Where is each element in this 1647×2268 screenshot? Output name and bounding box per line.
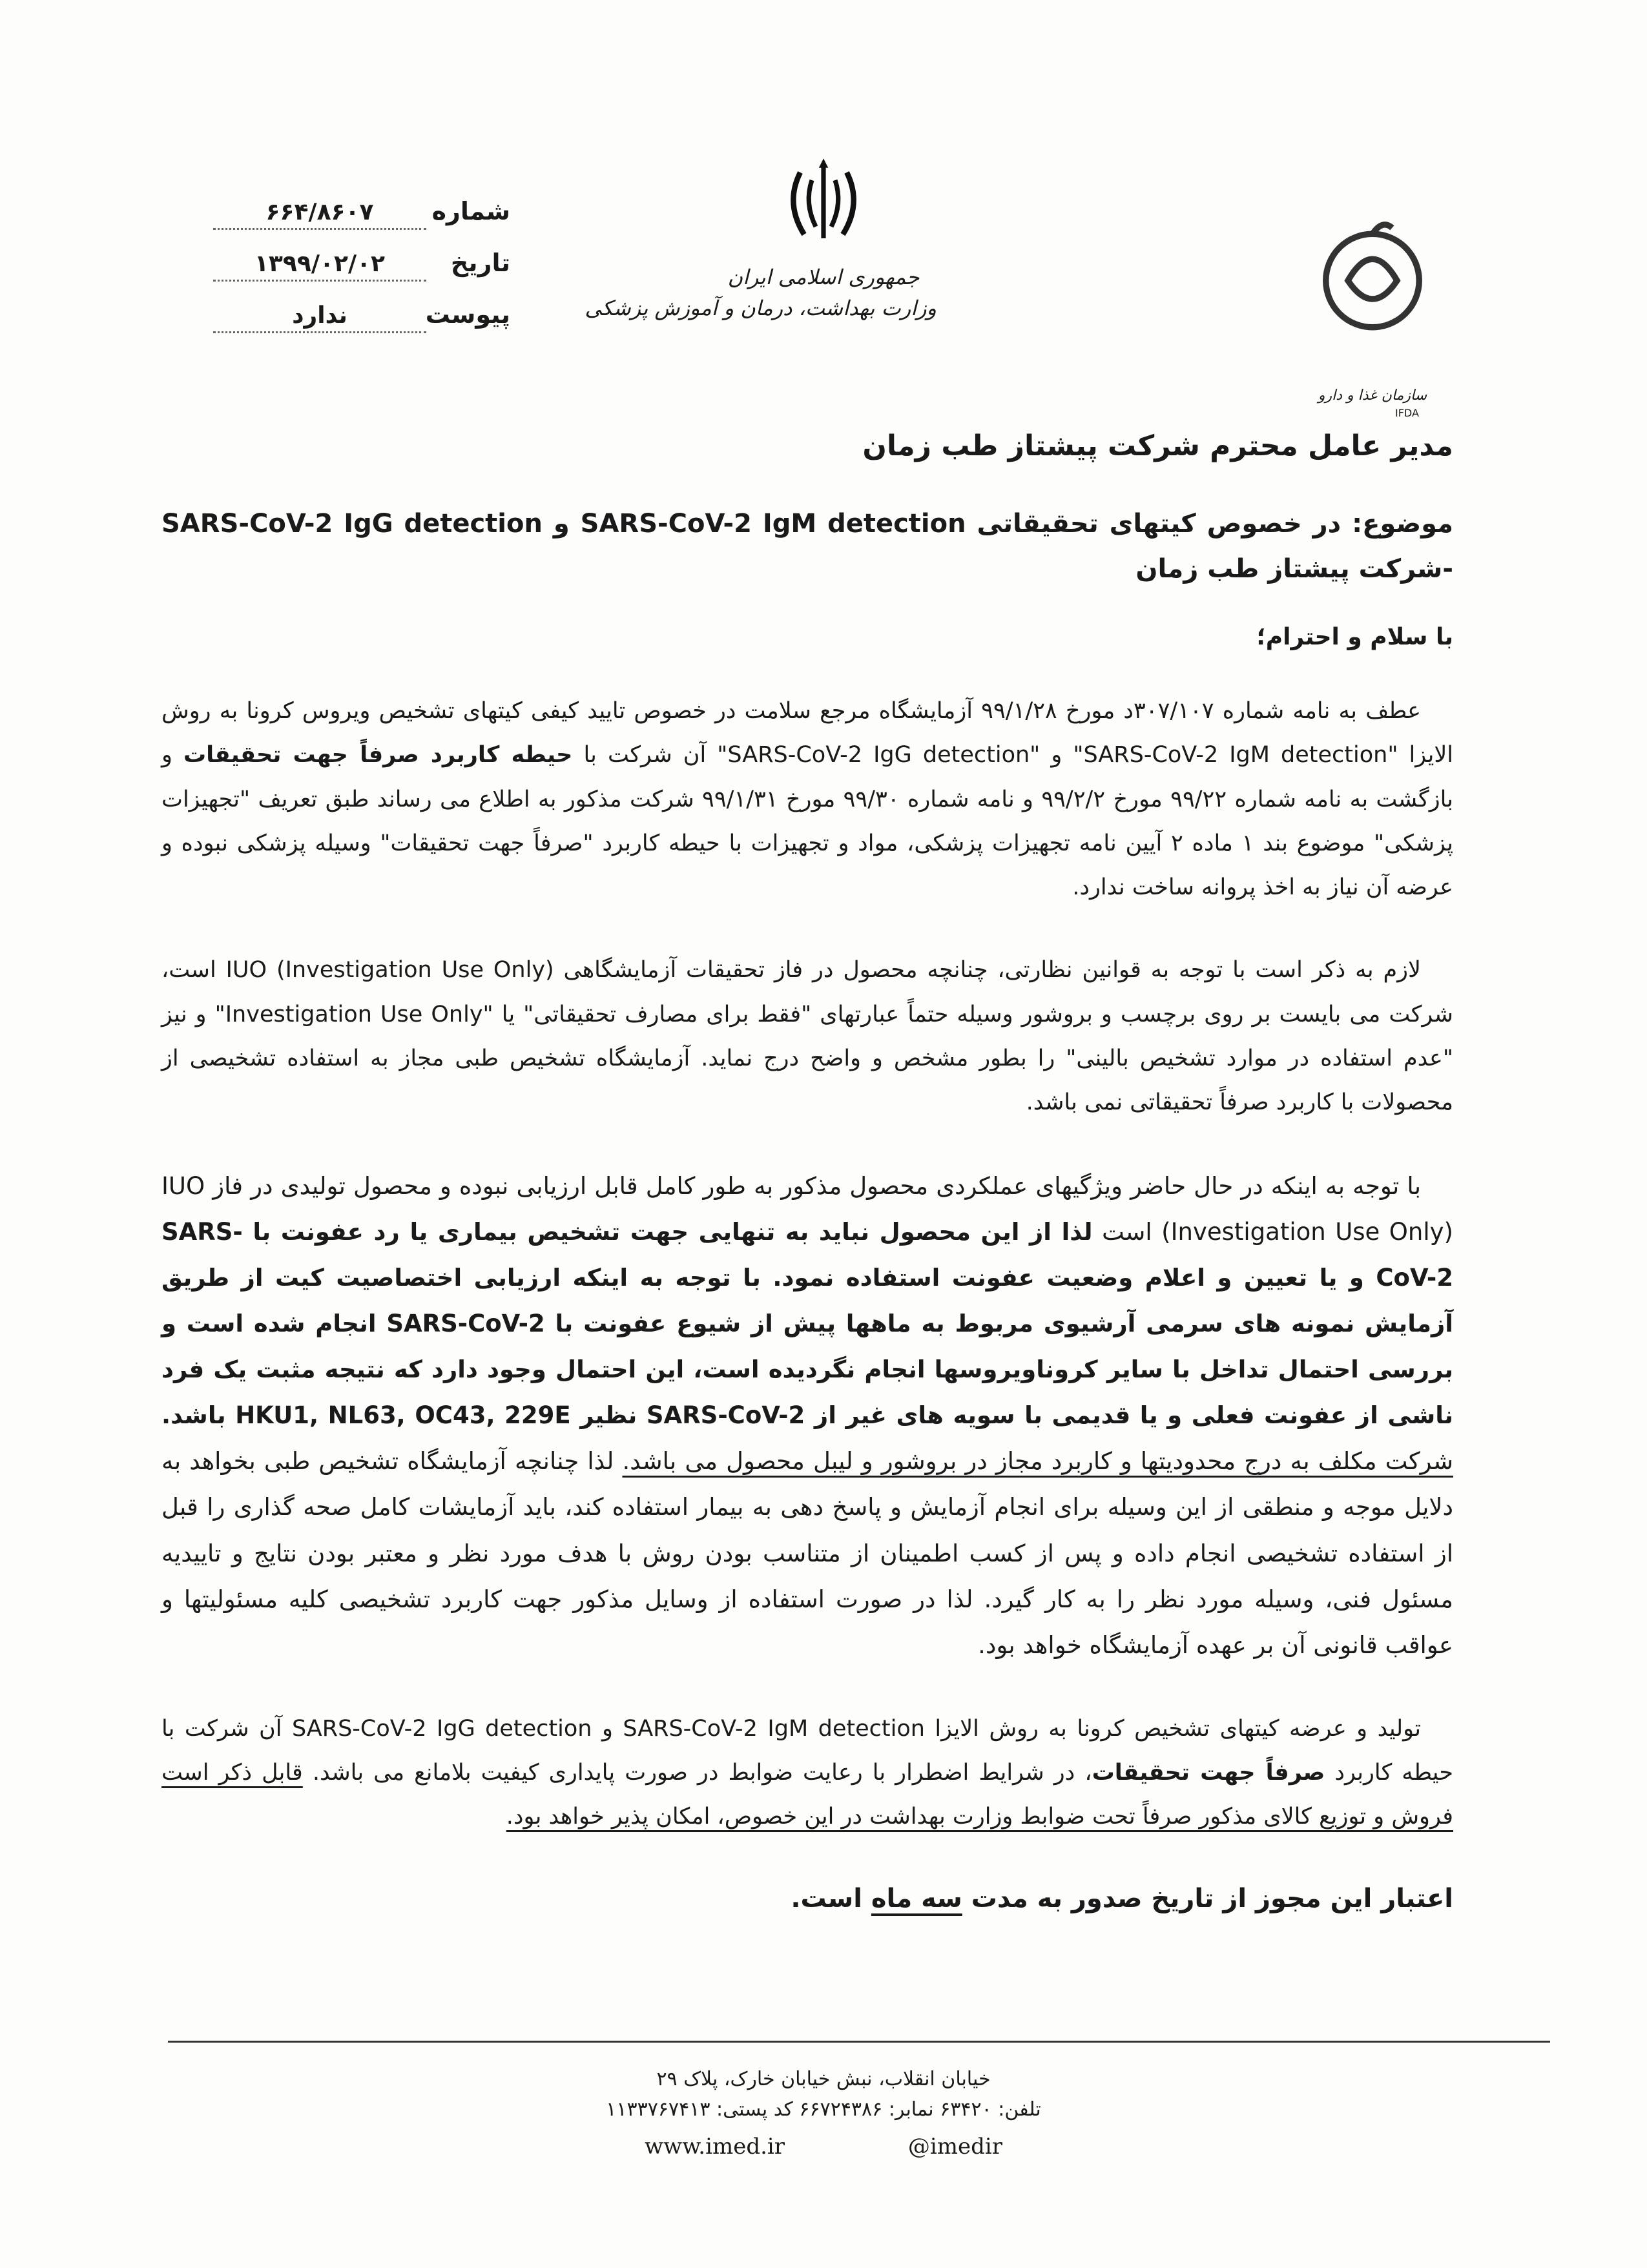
p1-text-bold: حیطه کاربرد صرفاً جهت تحقیقات bbox=[183, 742, 573, 768]
org-logo-name: سازمان غذا و دارو bbox=[1318, 387, 1427, 404]
date-label: تاریخ bbox=[450, 249, 510, 277]
letter-footer bbox=[0, 2060, 1647, 2160]
footer-divider bbox=[168, 2041, 1550, 2043]
paragraph-1 bbox=[161, 689, 1453, 909]
footer-social-handle[interactable]: @imedir bbox=[907, 2134, 1002, 2160]
footer-address: خیابان انقلاب، نبش خیابان خارک، پلاک ۲۹ bbox=[656, 2068, 991, 2090]
paragraph-2: لازم به ذکر است با توجه به قوانین نظارتی، چنانچه محصول در فاز تحقیقات آزمایشگاهی IUO (Investigation Use Only) است، شرکت می بایست بر روی برچسب و بروشور وسیله حتماً عبارتهای "فقط برای مصارف تحقیقاتی" یا "Investigation Use Only" و نیز "عدم استفاده در موارد تشخیص بالینی" را بطور مشخص و واضح درج نماید. آزمایشگاه تشخیص طبی مجاز به استفاده تشخیصی از محصولات با کاربرد صرفاً تحقیقاتی نمی باشد. bbox=[161, 957, 1453, 1115]
greeting: با سلام و احترام؛ bbox=[1256, 624, 1453, 650]
letterhead bbox=[0, 129, 1647, 419]
p1-text-c: و بازگشت به نامه شماره ۹۹/۲۲ مورخ ۹۹/۲/۲ و نامه شماره ۹۹/۳۰ مورخ ۹۹/۱/۳۱ شرکت مذکور به اطلاع می رساند طبق تعریف "تجهیزات پزشکی" موضوع بند ۱ ماده ۲ آیین نامه تجهیزات پزشکی، مواد و تجهیزات با حیطه کاربرد "صرفاً جهت تحقیقات" وسیله پزشکی نبوده و عرضه آن نیاز به اخذ پروانه ساخت ندارد. bbox=[161, 742, 1453, 900]
number-label: شماره bbox=[431, 197, 510, 225]
closing-text-a: اعتبار این مجوز از تاریخ صدور به مدت bbox=[962, 1884, 1453, 1914]
number-row bbox=[213, 197, 510, 249]
org-logo-abbr: IFDA bbox=[1395, 407, 1419, 419]
p4-text-underlined: قابل ذکر است فروش و توزیع کالای مذکور صرفاً تحت ضوابط وزارت بهداشت در این خصوص، امکان پذیر خواهد بود. bbox=[161, 1759, 1453, 1830]
subject: موضوع: در خصوص کیتهای تحقیقاتی SARS-CoV-2 IgM detection و SARS-CoV-2 IgG detection -شرکت پیشتاز طب زمان bbox=[161, 509, 1453, 584]
footer-website-link[interactable]: www.imed.ir bbox=[645, 2134, 785, 2160]
closing-duration: سه ماه bbox=[871, 1884, 962, 1914]
attachment-value: ندارد bbox=[213, 302, 426, 333]
republic-name: جمهوری اسلامی ایران bbox=[727, 265, 920, 289]
letter-body bbox=[161, 420, 1453, 1913]
addressee: مدیر عامل محترم شرکت پیشتاز طب زمان bbox=[862, 429, 1453, 462]
org-logo bbox=[1298, 213, 1447, 419]
number-value: ۶۶۴/۸۶۰۷ bbox=[213, 199, 426, 230]
p1-text-a: عطف به نامه شماره ۳۰۷/۱۰۷د مورخ ۹۹/۱/۲۸ آزمایشگاه مرجع سلامت در خصوص تایید کیفی کیتهای تشخیص ویروس کرونا به روش الایزا "SARS-CoV-2 IgM detection" و "SARS-CoV-2 IgG detection" آن شرکت با bbox=[161, 698, 1454, 768]
attachment-row bbox=[213, 300, 510, 352]
p4-text-bold: صرفاً جهت تحقیقات bbox=[1092, 1759, 1325, 1786]
paragraph-3 bbox=[161, 1163, 1453, 1667]
p3-text-d: لذا چنانچه آزمایشگاه تشخیص طبی بخواهد به دلایل موجه و منطقی از این وسیله برای انجام آزمایش و پاسخ دهی به بیمار استفاده کند، باید آزمایشات کامل صحه گذاری را قبل از استفاده تشخیصی انجام داده و پس از کسب اطمینان از متناسب بودن روش با هدف مورد نظر و معتبر بودن نتایج و تاییدیه مسئول فنی، وسیله مورد نظر را به کار گیرد. لذا در صورت استفاده از وسایل مذکور جهت کاربرد تشخیصی کلیه مسئولیتها و عواقب قانونی آن بر عهده آزمایشگاه خواهد بود. bbox=[161, 1447, 1453, 1659]
p3-text-a: با توجه به اینکه در حال حاضر ویژگیهای عملکردی محصول مذکور به طور کامل قابل ارزیابی نبوده و محصول تولیدی در فاز IUO (Investigation Use Only) است bbox=[161, 1172, 1453, 1246]
p3-text-bold: لذا از این محصول نباید به تنهایی جهت تشخیص بیماری یا رد عفونت با SARS-CoV-2 و یا تعیین و اعلام وضعیت عفونت استفاده نمود. با توجه به اینکه ارزیابی اختصاصیت کیت از طریق آزمایش نمونه های سرمی آرشیوی مربوط به ماهها پیش از شیوع عفونت با SARS-CoV-2 انجام شده است و بررسی احتمال تداخل با سایر کروناویروسها انجام نگردیده است، این احتمال وجود دارد که نتیجه مثبت یک فرد ناشی از عفونت فعلی و یا قدیمی با سویه های غیر از SARS-CoV-2 نظیر HKU1, NL63, OC43, 229E باشد. bbox=[161, 1218, 1454, 1430]
p3-text-underlined: شرکت مکلف به درج محدودیتها و کاربرد مجاز در بروشور و لیبل محصول می باشد. bbox=[622, 1447, 1453, 1476]
attachment-label: پیوست bbox=[425, 300, 510, 329]
date-row bbox=[213, 249, 510, 300]
iran-emblem-icon bbox=[785, 155, 862, 252]
date-value: ۱۳۹۹/۰۲/۰۲ bbox=[213, 251, 426, 282]
closing-text-c: است. bbox=[791, 1884, 871, 1914]
p4-text-c: ، در شرایط اضطرار با رعایت ضوابط در صورت پایداری کیفیت بلامانع می باشد. bbox=[302, 1759, 1092, 1786]
ministry-name: وزارت بهداشت، درمان و آموزش پزشکی bbox=[585, 296, 937, 320]
letter-meta bbox=[213, 197, 510, 352]
footer-web bbox=[0, 2134, 1647, 2160]
ifda-logo-icon bbox=[1311, 213, 1434, 336]
government-emblem bbox=[585, 155, 937, 320]
paragraph-4 bbox=[161, 1707, 1453, 1839]
closing-statement bbox=[161, 1884, 1453, 1913]
footer-contact: تلفن: ۶۳۴۲۰ نمابر: ۶۶۷۲۴۳۸۶ کد پستی: ۱۱۳۳۷۶۷۴۱۳ bbox=[606, 2098, 1041, 2121]
p4-text-a: تولید و عرضه کیتهای تشخیص کرونا به روش الایزا SARS-CoV-2 IgM detection و SARS-CoV-2 IgG detection آن شرکت با حیطه کاربرد bbox=[161, 1715, 1453, 1786]
